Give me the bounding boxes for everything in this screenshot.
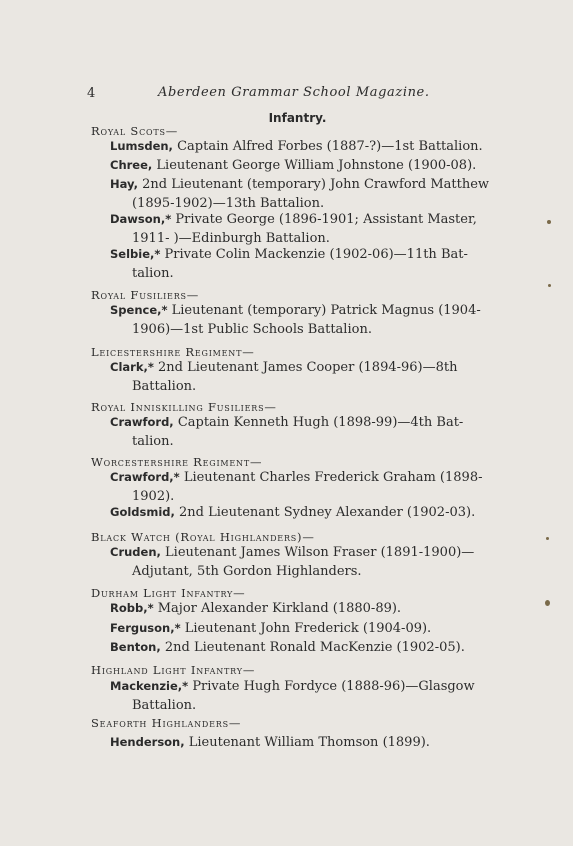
margin-speck xyxy=(547,220,551,224)
margin-speck xyxy=(548,284,551,287)
entry-text: talion. xyxy=(132,434,174,449)
roll-entry xyxy=(110,638,465,657)
regiment-heading: Royal Scots— xyxy=(91,124,179,138)
regiment-heading: Black Watch (Royal Highlanders)— xyxy=(91,530,315,544)
entry-surname: Crawford, xyxy=(110,415,174,429)
entry-text: Lieutenant (temporary) Patrick Magnus (1904- xyxy=(171,303,481,318)
entry-text: Major Alexander Kirkland (1880-89). xyxy=(157,601,402,616)
entry-surname: Dawson,* xyxy=(110,212,172,226)
entry-surname: Robb,* xyxy=(110,601,154,615)
page-number: 4 xyxy=(87,86,96,101)
entry-surname: Crawford,* xyxy=(110,470,180,484)
entry-text: Lieutenant Charles Frederick Graham (1898- xyxy=(183,470,483,485)
roll-entry xyxy=(110,599,465,618)
regiment-heading: Durham Light Infantry— xyxy=(91,586,246,600)
entry-text: 2nd Lieutenant James Cooper (1894-96)—8th xyxy=(157,360,458,375)
entry-text: Battalion. xyxy=(132,698,197,713)
entry-surname: Benton, xyxy=(110,640,161,654)
entry-text: Captain Alfred Forbes (1887-?)—1st Battalion. xyxy=(177,139,483,154)
entry-text: Lieutenant James Wilson Fraser (1891-1900)— xyxy=(165,545,475,560)
entry-surname: Cruden, xyxy=(110,545,161,559)
entry-text: Captain Kenneth Hugh (1898-99)—4th Bat- xyxy=(177,415,464,430)
entry-text: Battalion. xyxy=(132,379,197,394)
regiment-heading: Royal Inniskilling Fusiliers— xyxy=(91,400,277,414)
roll-entry xyxy=(110,137,483,156)
entry-text: Lieutenant William Thomson (1899). xyxy=(188,735,430,750)
entry-surname: Lumsden, xyxy=(110,139,173,153)
entry-surname: Ferguson,* xyxy=(110,621,181,635)
entry-surname: Goldsmid, xyxy=(110,505,175,519)
entry-text: 1911- )—Edinburgh Battalion. xyxy=(132,231,330,246)
regiment-heading: Leicestershire Regiment— xyxy=(91,345,255,359)
entry-text: Private George (1896-1901; Assistant Master, xyxy=(175,212,477,227)
entry-surname: Chree, xyxy=(110,158,153,172)
roll-entry xyxy=(110,733,465,752)
entry-text: 1906)—1st Public Schools Battalion. xyxy=(132,322,372,337)
regiment-heading: Worcestershire Regiment— xyxy=(91,455,263,469)
entry-text: Lieutenant George William Johnstone (1900-08). xyxy=(156,158,477,173)
entry-text: (1895-1902)—13th Battalion. xyxy=(132,196,325,211)
entry-text: Lieutenant John Frederick (1904-09). xyxy=(184,621,432,636)
roll-entry xyxy=(110,619,465,638)
entry-text: 2nd Lieutenant Sydney Alexander (1902-03). xyxy=(179,505,476,520)
regiment-heading: Seaforth Highlanders— xyxy=(91,716,242,730)
regiment-heading: Royal Fusiliers— xyxy=(91,288,200,302)
entry-text: talion. xyxy=(132,266,174,281)
section-heading: Infantry. xyxy=(268,111,327,125)
running-title: Aberdeen Grammar School Magazine. xyxy=(158,85,430,100)
roll-entry xyxy=(110,358,465,396)
roll-entry xyxy=(110,468,483,506)
roll-entry xyxy=(110,677,475,715)
regiment-heading: Highland Light Infantry— xyxy=(91,663,256,677)
roll-entry xyxy=(110,301,481,339)
margin-speck xyxy=(545,600,550,606)
roll-entry xyxy=(110,413,465,451)
entry-text: 1902). xyxy=(132,489,175,504)
entry-text: Adjutant, 5th Gordon Highlanders. xyxy=(132,564,362,579)
entry-text: Private Colin Mackenzie (1902-06)—11th Bat- xyxy=(164,247,468,262)
entry-surname: Spence,* xyxy=(110,303,168,317)
roll-entry xyxy=(110,175,490,213)
entry-surname: Clark,* xyxy=(110,360,154,374)
roll-entry xyxy=(110,245,468,283)
entry-surname: Henderson, xyxy=(110,735,185,749)
roll-entry xyxy=(110,503,476,522)
roll-entry xyxy=(110,543,475,581)
margin-speck xyxy=(546,537,549,540)
roll-entry xyxy=(110,210,477,248)
entry-surname: Selbie,* xyxy=(110,247,161,261)
roll-entry xyxy=(110,156,477,175)
entry-text: 2nd Lieutenant Ronald MacKenzie (1902-05). xyxy=(164,640,465,655)
entry-surname: Mackenzie,* xyxy=(110,679,189,693)
entry-text: Private Hugh Fordyce (1888-96)—Glasgow xyxy=(192,679,475,694)
entry-text: 2nd Lieutenant (temporary) John Crawford Matthew xyxy=(142,177,490,192)
entry-surname: Hay, xyxy=(110,177,139,191)
